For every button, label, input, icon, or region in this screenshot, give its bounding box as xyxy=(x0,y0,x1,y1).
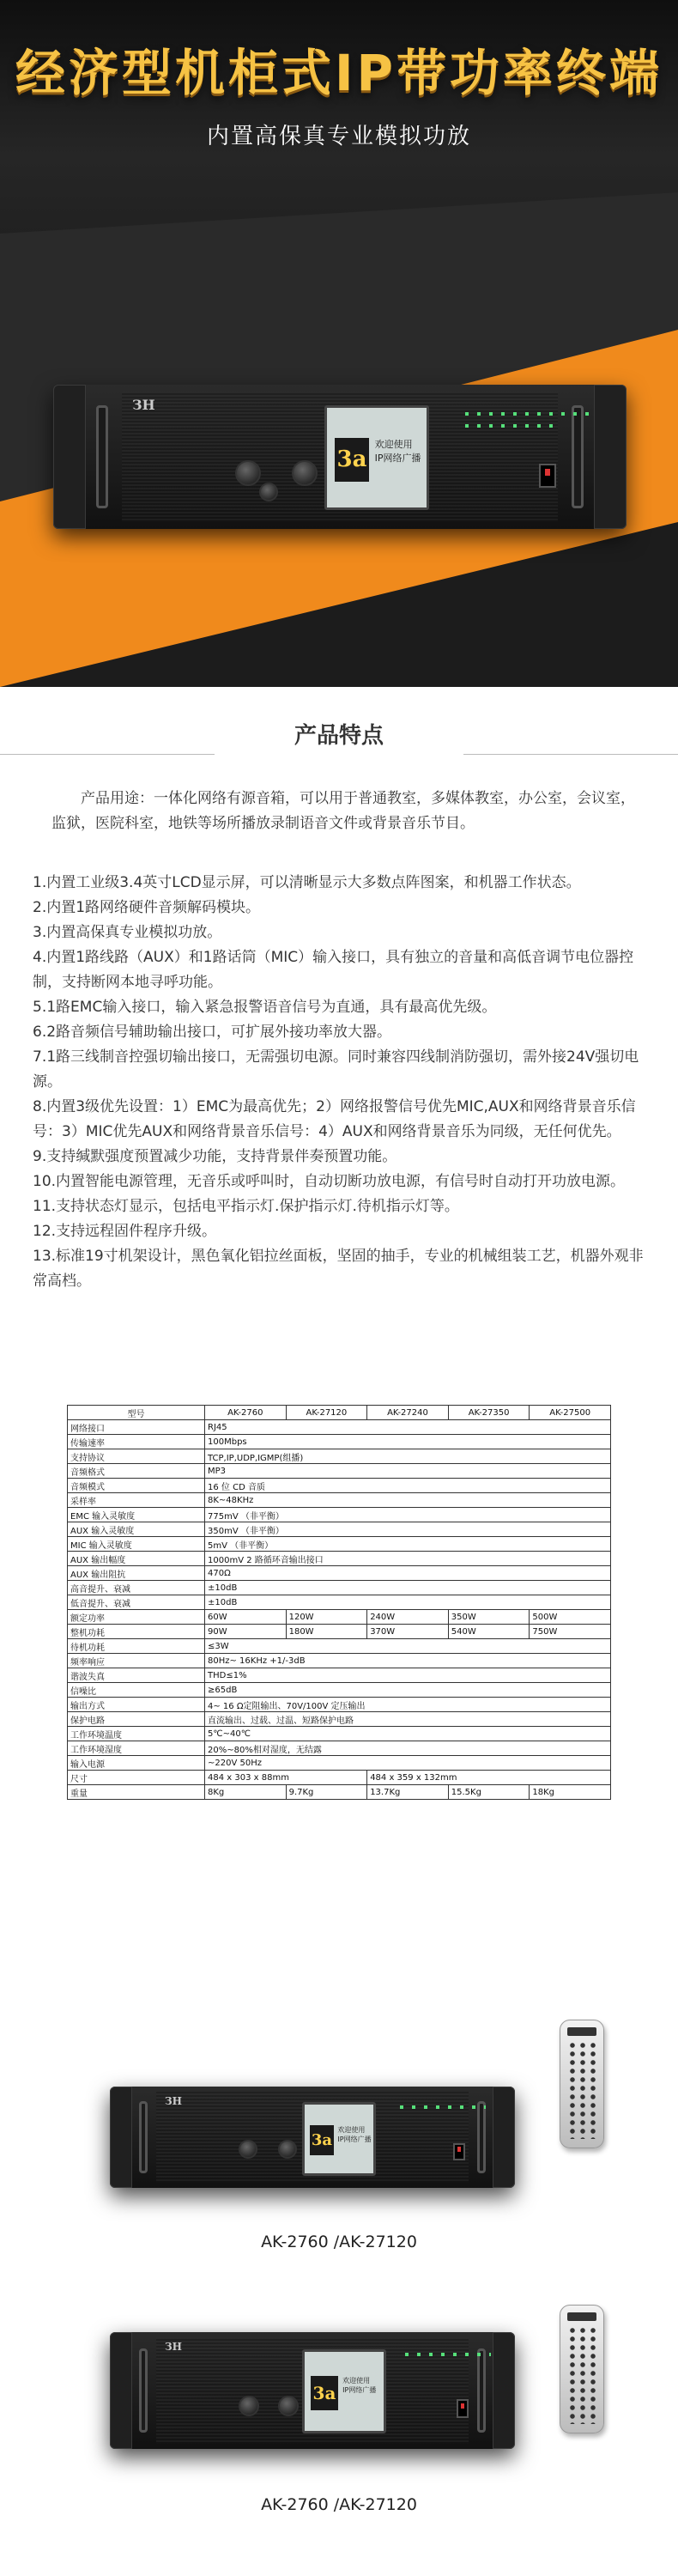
handle-right xyxy=(477,2348,486,2433)
lcd-logo: 3a xyxy=(311,2376,337,2410)
spec-label: 工作环境湿度 xyxy=(68,1741,205,1756)
status-leds xyxy=(405,2353,491,2356)
treble-knob xyxy=(259,483,278,501)
spec-row xyxy=(68,1595,611,1610)
spec-row xyxy=(68,1756,611,1771)
power-switch xyxy=(457,2399,469,2418)
spec-label: 低音提升、衰减 xyxy=(68,1595,205,1610)
spec-label: 谐波失真 xyxy=(68,1668,205,1683)
rack-ear-right xyxy=(493,2087,515,2188)
lcd-display xyxy=(302,2102,376,2176)
lcd-line-2: IP网络广播 xyxy=(337,2136,372,2143)
spec-value: 350W xyxy=(448,1610,530,1625)
hero-subtitle: 内置高保真专业模拟功放 xyxy=(206,124,471,149)
spec-value: 20%~80%相对湿度，无结露 xyxy=(205,1741,611,1756)
handle-right xyxy=(477,2101,486,2174)
lcd-line-1: 欢迎使用 xyxy=(374,438,413,450)
spec-label: MIC 输入灵敏度 xyxy=(68,1537,205,1552)
spec-row xyxy=(68,1712,611,1727)
rack-ear-right xyxy=(594,385,627,529)
lcd-text xyxy=(342,2376,376,2395)
brand-logo: ЗН xyxy=(165,2095,182,2107)
spec-label: 高音提升、衰减 xyxy=(68,1581,205,1595)
feature-item: 3.内置高保真专业模拟功放。 xyxy=(33,924,222,941)
volume-knob xyxy=(239,2140,257,2159)
rack-ear-left xyxy=(53,385,86,529)
spec-value: 540W xyxy=(448,1625,530,1639)
rack-ear-left xyxy=(110,2332,132,2449)
spec-value: 9.7Kg xyxy=(286,1785,367,1800)
spec-value: 120W xyxy=(286,1610,367,1625)
spec-value: 370W xyxy=(367,1625,449,1639)
spec-row xyxy=(68,1785,611,1800)
spec-row xyxy=(68,1771,611,1785)
spec-row xyxy=(68,1552,611,1566)
spec-row xyxy=(68,1464,611,1479)
feature-list xyxy=(33,871,651,1294)
spec-value: ±10dB xyxy=(205,1581,611,1595)
spec-value: AK-27120 xyxy=(286,1406,367,1420)
spec-row xyxy=(68,1537,611,1552)
spec-row xyxy=(68,1522,611,1537)
spec-row xyxy=(68,1508,611,1522)
spec-label: 保护电路 xyxy=(68,1712,205,1727)
amplifier-device-image xyxy=(53,385,627,529)
spec-value: THD≤1% xyxy=(205,1668,611,1683)
status-leds xyxy=(465,412,594,416)
spec-value: TCP,IP,UDP,IGMP(组播) xyxy=(205,1449,611,1464)
spec-value: 13.7Kg xyxy=(367,1785,449,1800)
lcd-line-1: 欢迎使用 xyxy=(342,2376,371,2385)
feature-item: 12.支持远程固件程序升级。 xyxy=(33,1223,217,1240)
power-switch xyxy=(539,464,556,488)
spec-value: 1000mV 2 路循环音输出接口 xyxy=(205,1552,611,1566)
lcd-display xyxy=(302,2349,386,2433)
lcd-line-1: 欢迎使用 xyxy=(337,2126,366,2134)
feature-item: 1.内置工业级3.4英寸LCD显示屏，可以清晰显示大多数点阵图案，和机器工作状态。 xyxy=(33,874,581,891)
spec-row xyxy=(68,1493,611,1508)
spec-row xyxy=(68,1683,611,1698)
spec-value: ~220V 50Hz xyxy=(205,1756,611,1771)
spec-label: 音频格式 xyxy=(68,1464,205,1479)
handle-right xyxy=(572,405,584,509)
spec-value: 180W xyxy=(286,1625,367,1639)
product-photo-1 xyxy=(110,2087,515,2188)
spec-label: 输入电源 xyxy=(68,1756,205,1771)
spec-value: ±10dB xyxy=(205,1595,611,1610)
spec-label: 采样率 xyxy=(68,1493,205,1508)
bass-knob xyxy=(278,2140,297,2159)
feature-item: 11.支持状态灯显示，包括电平指示灯.保护指示灯.待机指示灯等。 xyxy=(33,1198,459,1215)
product-photo-2 xyxy=(110,2332,515,2449)
spec-value: RJ45 xyxy=(205,1420,611,1435)
spec-row xyxy=(68,1668,611,1683)
spec-value: MP3 xyxy=(205,1464,611,1479)
spec-value: 240W xyxy=(367,1610,449,1625)
volume-knob xyxy=(235,460,261,486)
spec-value: 500W xyxy=(530,1610,611,1625)
lcd-text xyxy=(337,2125,371,2144)
status-leds xyxy=(400,2105,486,2109)
spec-row xyxy=(68,1639,611,1654)
lcd-logo: 3a xyxy=(310,2125,333,2155)
spec-row xyxy=(68,1741,611,1756)
spec-value: 484 x 359 x 132mm xyxy=(367,1771,611,1785)
spec-label: EMC 输入灵敏度 xyxy=(68,1508,205,1522)
spec-label: 信噪比 xyxy=(68,1683,205,1698)
lcd-logo: 3a xyxy=(335,438,368,482)
spec-label: 额定功率 xyxy=(68,1610,205,1625)
spec-value: ≥65dB xyxy=(205,1683,611,1698)
spec-value: 18Kg xyxy=(530,1785,611,1800)
spec-label: AUX 输出阻抗 xyxy=(68,1566,205,1581)
remote-control-2 xyxy=(560,2305,604,2433)
feature-item: 2.内置1路网络硬件音频解码模块。 xyxy=(33,899,261,916)
feature-item: 9.支持缄默强度预置减少功能，支持背景伴奏预置功能。 xyxy=(33,1148,397,1165)
product-intro: 产品用途：一体化网络有源音箱，可以用于普通教室，多媒体教室，办公室，会议室，监狱，医院科室，地铁等场所播放录制语音文件或背景音乐节目。 xyxy=(51,790,635,832)
spec-row xyxy=(68,1449,611,1464)
spec-value: 5mV （非平衡） xyxy=(205,1537,611,1552)
spec-row xyxy=(68,1610,611,1625)
spec-label: 网络接口 xyxy=(68,1420,205,1435)
remote-buttons xyxy=(567,2041,596,2139)
lcd-line-2: IP网络广播 xyxy=(342,2385,377,2394)
feature-item: 5.1路EMC输入接口，输入紧急报警语音信号为直通，具有最高优先级。 xyxy=(33,999,497,1016)
spec-label: 整机功耗 xyxy=(68,1625,205,1639)
spec-label: 音频模式 xyxy=(68,1479,205,1493)
spec-value: ≤3W xyxy=(205,1639,611,1654)
power-switch xyxy=(453,2143,465,2160)
spec-label: AUX 输出幅度 xyxy=(68,1552,205,1566)
spec-value: AK-27350 xyxy=(448,1406,530,1420)
lcd-display xyxy=(324,405,429,510)
spec-label: 工作环境温度 xyxy=(68,1727,205,1741)
spec-row xyxy=(68,1566,611,1581)
spec-value: AK-27500 xyxy=(530,1406,611,1420)
product-caption-2: AK-2760 /AK-27120 xyxy=(261,2495,417,2514)
title-divider-right xyxy=(463,754,678,755)
bass-knob xyxy=(292,460,318,486)
spec-label: 尺寸 xyxy=(68,1771,205,1785)
handle-left xyxy=(139,2101,148,2174)
features-title: 产品特点 xyxy=(294,723,384,749)
feature-item: 10.内置智能电源管理，无音乐或呼叫时，自动切断功放电源，有信号时自动打开功放电源。 xyxy=(33,1173,626,1190)
feature-item: 8.内置3级优先设置：1）EMC为最高优先；2）网络报警信号优先MIC,AUX和网络背景音乐信号：3）MIC优先AUX和网络背景音乐信号：4）AUX和网络背景音乐为同级，无任何优先。 xyxy=(33,1098,636,1140)
spec-row xyxy=(68,1406,611,1420)
spec-row xyxy=(68,1479,611,1493)
remote-display xyxy=(567,2312,596,2321)
spec-value: 100Mbps xyxy=(205,1435,611,1449)
feature-item: 6.2路音频信号辅助输出接口，可扩展外接功率放大器。 xyxy=(33,1024,392,1041)
spec-value: 750W xyxy=(530,1625,611,1639)
spec-value: 8Kg xyxy=(205,1785,287,1800)
remote-control-1 xyxy=(560,2020,604,2148)
spec-label: 支持协议 xyxy=(68,1449,205,1464)
feature-item: 7.1路三线制音控强切输出接口，无需强切电源。同时兼容四线制消防强切，需外接24V强切电源。 xyxy=(33,1048,639,1091)
spec-value: 484 x 303 x 88mm xyxy=(205,1771,367,1785)
spec-value: 4~ 16 Ω定阻输出、70V/100V 定压输出 xyxy=(205,1698,611,1712)
feature-item: 4.内置1路线路（AUX）和1路话筒（MIC）输入接口，具有独立的音量和高低音调节电位器控制，支持断网本地寻呼功能。 xyxy=(33,949,634,991)
level-leds xyxy=(465,424,560,428)
spec-label: 频率响应 xyxy=(68,1654,205,1668)
spec-row xyxy=(68,1420,611,1435)
spec-row xyxy=(68,1435,611,1449)
spec-value: 16 位 CD 音质 xyxy=(205,1479,611,1493)
spec-label: 输出方式 xyxy=(68,1698,205,1712)
spec-value: 350mV （非平衡） xyxy=(205,1522,611,1537)
spec-label: 重量 xyxy=(68,1785,205,1800)
spec-row xyxy=(68,1581,611,1595)
product-caption-1: AK-2760 /AK-27120 xyxy=(261,2233,417,2251)
remote-buttons xyxy=(567,2326,596,2424)
hero-title: 经济型机柜式IP带功率终端 xyxy=(15,44,663,102)
spec-row xyxy=(68,1698,611,1712)
spec-label: 传输速率 xyxy=(68,1435,205,1449)
rack-ear-right xyxy=(493,2332,515,2449)
spec-value: 60W xyxy=(205,1610,287,1625)
spec-value: 90W xyxy=(205,1625,287,1639)
spec-label: 待机功耗 xyxy=(68,1639,205,1654)
volume-knob xyxy=(239,2396,259,2416)
lcd-text xyxy=(375,438,421,465)
bass-knob xyxy=(278,2396,299,2416)
spec-value: 8K~48KHz xyxy=(205,1493,611,1508)
spec-value: 直流输出、过载、过温、短路保护电路 xyxy=(205,1712,611,1727)
brand-logo: ЗН xyxy=(165,2341,182,2353)
spec-table xyxy=(67,1405,611,1800)
spec-row xyxy=(68,1727,611,1741)
brand-logo: ЗН xyxy=(132,397,155,413)
spec-label: 型号 xyxy=(68,1406,205,1420)
spec-value: AK-2760 xyxy=(205,1406,287,1420)
rack-ear-left xyxy=(110,2087,132,2188)
spec-value: 15.5Kg xyxy=(448,1785,530,1800)
spec-row xyxy=(68,1625,611,1639)
spec-row xyxy=(68,1654,611,1668)
handle-left xyxy=(96,405,108,509)
title-divider-left xyxy=(0,754,215,755)
handle-left xyxy=(139,2348,148,2433)
spec-value: 775mV （非平衡） xyxy=(205,1508,611,1522)
spec-value: 470Ω xyxy=(205,1566,611,1581)
feature-item: 13.标准19寸机架设计，黑色氧化铝拉丝面板，坚固的抽手，专业的机械组装工艺，机器外观非常高档。 xyxy=(33,1248,644,1290)
spec-value: AK-27240 xyxy=(367,1406,449,1420)
hero-banner xyxy=(0,0,678,687)
spec-value: 80Hz~ 16KHz +1/-3dB xyxy=(205,1654,611,1668)
lcd-line-2: IP网络广播 xyxy=(374,452,421,464)
spec-value: 5℃~40℃ xyxy=(205,1727,611,1741)
remote-display xyxy=(567,2027,596,2036)
spec-label: AUX 输入灵敏度 xyxy=(68,1522,205,1537)
